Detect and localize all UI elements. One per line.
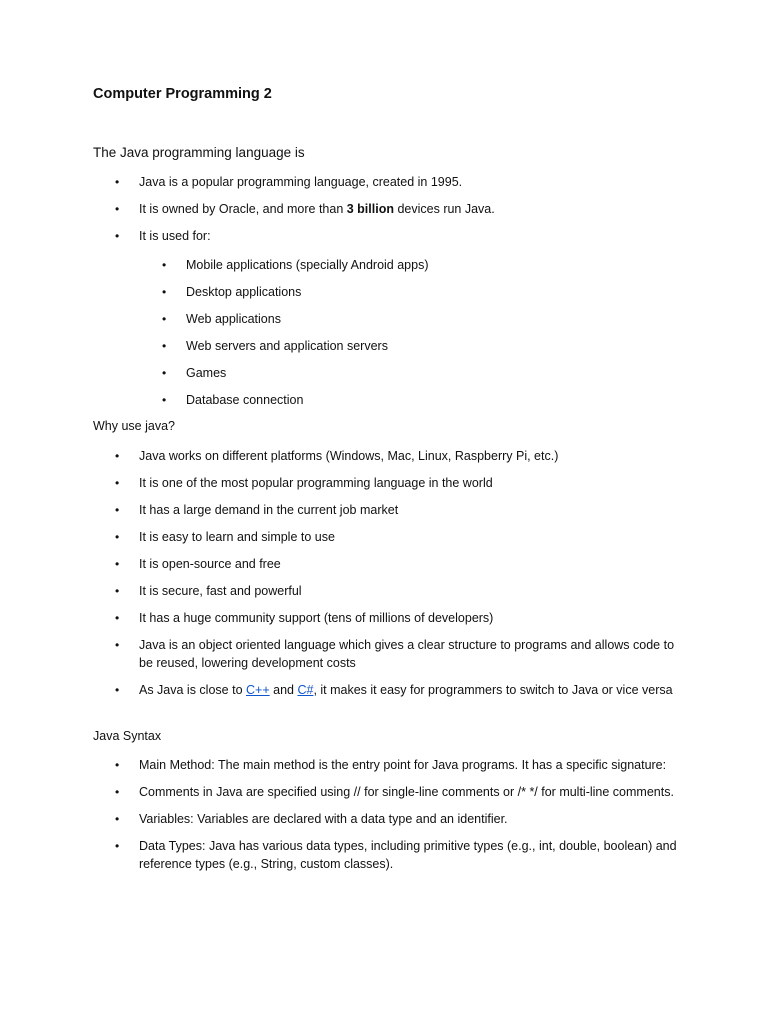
list-item [115,756,679,774]
bullet-icon: • [162,366,167,380]
list-item-text: and [269,683,298,697]
document-title: Computer Programming 2 [93,86,272,102]
list-item-text: Main Method: The main method is the entry point for Java programs. It has a specific signature: [139,758,667,772]
bullet-icon: • [115,557,120,571]
list-item [115,474,679,492]
bullet-icon: • [115,611,120,625]
list-item-text: Variables: Variables are declared with a data type and an identifier. [139,812,508,826]
bold-text: 3 billion [346,202,394,216]
list-item-text: Mobile applications (specially Android apps) [186,258,429,272]
list-item-text: Java works on different platforms (Windows, Mac, Linux, Raspberry Pi, etc.) [139,449,559,463]
list-item-text: It is open-source and free [139,557,281,571]
list-item-text: Desktop applications [186,285,302,299]
bullet-icon: • [115,812,120,826]
bullet-icon: • [115,638,120,652]
bullet-icon: • [115,839,120,853]
list-item [115,501,679,519]
list-item [115,810,679,828]
list-item [115,200,679,218]
list-item [162,283,666,301]
bullet-icon: • [162,393,167,407]
list-item-text: It is secure, fast and powerful [139,584,302,598]
cpp-link[interactable]: C++ [246,683,270,697]
list-item [162,310,666,328]
bullet-icon: • [115,229,120,243]
list-item [115,681,679,699]
list-item [115,173,679,191]
why-heading: Why use java? [93,419,175,433]
list-item-text: Comments in Java are specified using // for single-line comments or /* */ for multi-line comments. [139,785,674,799]
bullet-icon: • [162,258,167,272]
syntax-heading: Java Syntax [93,729,162,743]
syntax-list [115,756,679,873]
list-item [115,227,679,245]
bullet-icon: • [115,476,120,490]
bullet-icon: • [115,530,120,544]
list-item [115,837,679,873]
list-item-text: As Java is close to [139,683,246,697]
list-item [115,582,679,600]
bullet-icon: • [115,175,120,189]
list-item-text: It is owned by Oracle, and more than [139,202,347,216]
bullet-icon: • [162,339,167,353]
list-item-text: Games [186,366,227,380]
list-item [115,555,679,573]
list-item [162,256,666,274]
list-item-text: It has a huge community support (tens of millions of developers) [139,611,494,625]
bullet-icon: • [115,584,120,598]
list-item-text: Data Types: Java has various data types, including primitive types (e.g., int, double, boolean) and reference types (e.g., String, custom classes). [139,839,677,871]
why-list [115,447,679,699]
list-item-text: Web servers and application servers [186,339,388,353]
list-item-text: It is easy to learn and simple to use [139,530,335,544]
list-item-text: It is one of the most popular programming language in the world [139,476,493,490]
list-item-text: Java is an object oriented language which gives a clear structure to programs and allows code to be reused, lowering development costs [139,638,675,670]
intro-text: The Java programming language is [93,145,305,160]
list-item-text: , it makes it easy for programmers to switch to Java or vice versa [313,683,673,697]
list-item-text: devices run Java. [393,202,495,216]
list-item-text: It has a large demand in the current job market [139,503,399,517]
list-item [115,783,679,801]
list-item-text: Database connection [186,393,304,407]
bullet-icon: • [162,285,167,299]
bullet-icon: • [162,312,167,326]
list-item-text: Java is a popular programming language, created in 1995. [139,175,463,189]
list-item [115,609,679,627]
list-item-text: It is used for: [139,229,211,243]
uses-list [162,256,666,409]
list-item [162,337,666,355]
list-item [115,528,679,546]
list-item-text: Web applications [186,312,281,326]
list-item [115,636,679,672]
list-item [115,447,679,465]
bullet-icon: • [115,683,120,697]
csharp-link[interactable]: C# [297,683,314,697]
intro-list [115,173,679,245]
bullet-icon: • [115,503,120,517]
bullet-icon: • [115,202,120,216]
list-item [162,391,666,409]
bullet-icon: • [115,785,120,799]
bullet-icon: • [115,758,120,772]
bullet-icon: • [115,449,120,463]
list-item [162,364,666,382]
